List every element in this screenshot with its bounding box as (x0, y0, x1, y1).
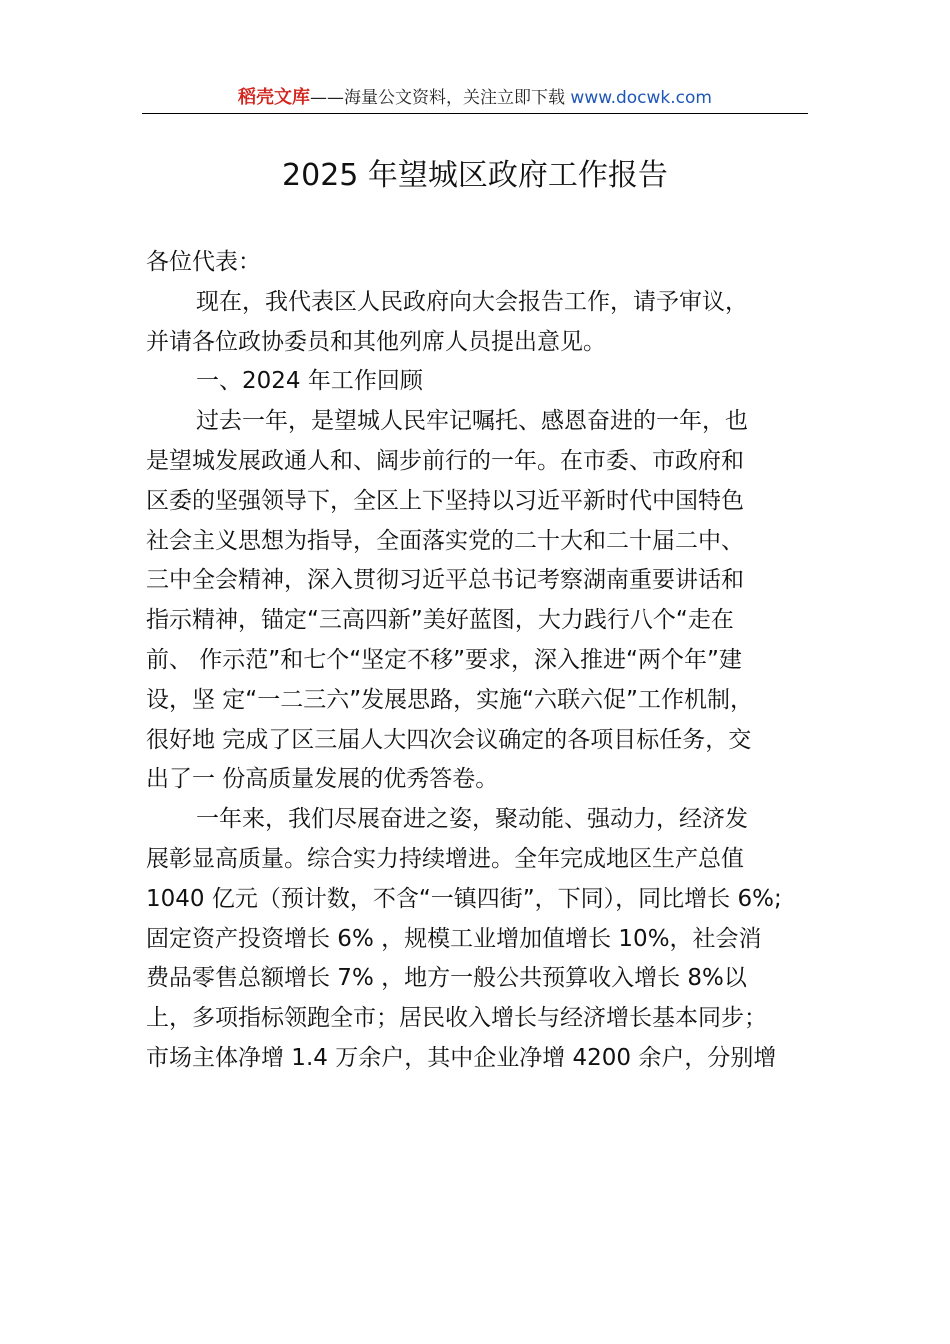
document-body (146, 243, 818, 1079)
text-line: 市场主体净增 1.4 万余户，其中企业净增 4200 余户，分别增 (146, 1044, 777, 1071)
header-tagline: ——海量公文资料，关注立即下载 (310, 88, 566, 108)
header-divider (142, 113, 808, 114)
brand-logo-text: 稻壳文库 (238, 87, 311, 108)
text-line: 展彰显高质量。综合实力持续增进。全年完成地区生产总值 (146, 845, 744, 872)
text-line: 过去一年，是望城人民牢记嘱托、感恩奋进的一年，也 (196, 408, 748, 435)
text-line: 指示精神，锚定“三高四新”美好蓝图，大力践行八个“走在 (146, 607, 734, 634)
text-line: 出了一 份高质量发展的优秀答卷。 (146, 766, 499, 793)
page-header (142, 84, 808, 112)
text-line: 费品零售总额增长 7% ，地方一般公共预算收入增长 8%以 (146, 965, 747, 992)
text-line: 设，坚 定“一二三六”发展思路，实施“六联六促”工作机制， (146, 686, 753, 713)
text-line: 固定资产投资增长 6% ，规模工业增加值增长 10%，社会消 (146, 925, 762, 952)
text-line: 现在，我代表区人民政府向大会报告工作，请予审议， (196, 288, 748, 315)
header-website-link[interactable]: www.docwk.com (570, 88, 712, 108)
text-line: 一年来，我们尽展奋进之姿，聚动能、强动力，经济发 (196, 806, 748, 833)
text-line: 区委的坚强领导下，全区上下坚持以习近平新时代中国特色 (146, 487, 744, 514)
text-line: 1040 亿元（预计数，不含“一镇四街”，下同），同比增长 6%; (146, 885, 782, 912)
text-line: 上，多项指标领跑全市；居民收入增长与经济增长基本同步； (146, 1005, 767, 1032)
text-line: 并请各位政协委员和其他列席人员提出意见。 (146, 328, 606, 355)
salutation: 各位代表： (146, 249, 261, 275)
text-line: 前、 作示范”和七个“坚定不移”要求，深入推进“两个年”建 (146, 646, 742, 673)
text-line: 社会主义思想为指导，全面落实党的二十大和二十届二中、 (146, 527, 744, 554)
document-title: 2025 年望城区政府工作报告 (282, 158, 668, 193)
section-heading: 一、2024 年工作回顾 (196, 368, 423, 395)
text-line: 是望城发展政通人和、阔步前行的一年。在市委、市政府和 (146, 447, 744, 474)
text-line: 很好地 完成了区三届人大四次会议确定的各项目标任务，交 (146, 726, 752, 753)
text-line: 三中全会精神，深入贯彻习近平总书记考察湖南重要讲话和 (146, 567, 744, 594)
